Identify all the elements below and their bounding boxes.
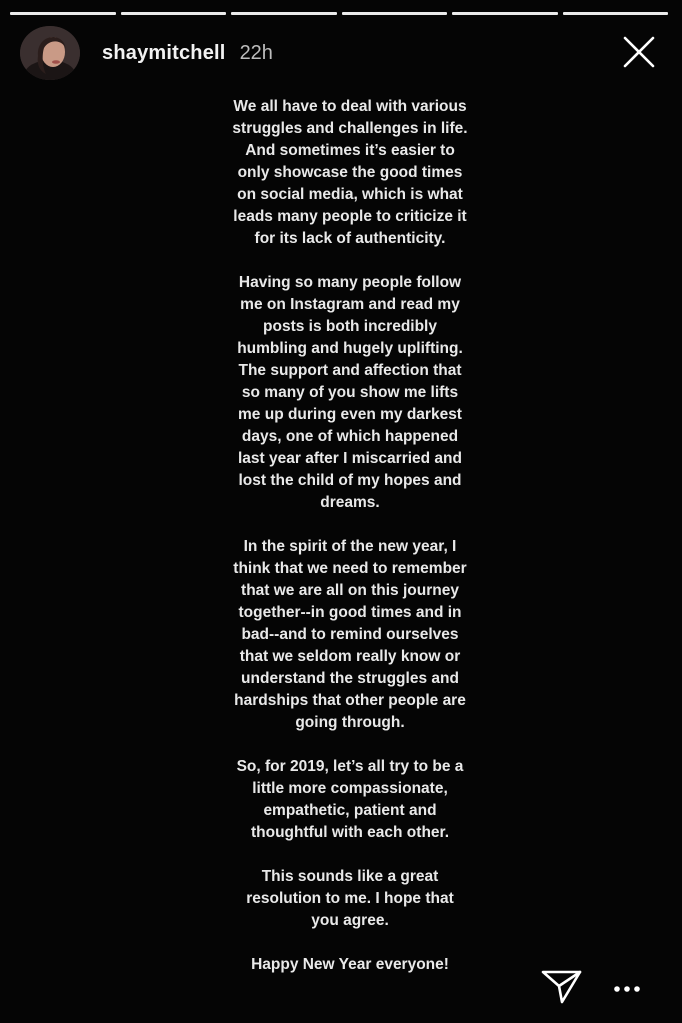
story-line: so many of you show me lifts [241, 384, 459, 401]
story-line: you agree. [311, 912, 389, 929]
username[interactable]: shaymitchell [102, 41, 226, 64]
story-line: on social media, which is what [237, 186, 463, 203]
story-line: In the spirit of the new year, I [243, 538, 457, 555]
story-line: Having so many people follow [238, 274, 462, 291]
story-paragraph [150, 866, 550, 932]
story-line: humbling and hugely uplifting. [237, 340, 463, 357]
story-line: Happy New Year everyone! [251, 956, 449, 973]
send-button[interactable] [540, 966, 584, 1006]
progress-segment [121, 12, 227, 15]
avatar[interactable] [20, 26, 80, 80]
story-line: me on Instagram and read my [240, 296, 460, 313]
post-time: 22h [239, 41, 273, 64]
story-line: only showcase the good times [237, 164, 463, 181]
story-line: lost the child of my hopes and [238, 472, 462, 489]
progress-segment [10, 12, 116, 15]
story-paragraph [150, 272, 550, 514]
story-paragraph [150, 96, 550, 250]
story-line: bad--and to remind ourselves [241, 626, 459, 643]
story-line: resolution to me. I hope that [246, 890, 454, 907]
story-line: posts is both incredibly [263, 318, 437, 335]
story-line: dreams. [320, 494, 380, 511]
story-line: that we seldom really know or [239, 648, 461, 665]
story-line: We all have to deal with various [233, 98, 467, 115]
story-line: empathetic, patient and [263, 802, 437, 819]
progress-segment [452, 12, 558, 15]
story-line: days, one of which happened [241, 428, 459, 445]
send-icon[interactable] [540, 966, 584, 1006]
story-text [150, 96, 550, 998]
story-line: thoughtful with each other. [250, 824, 450, 841]
story-line: that we are all on this journey [241, 582, 459, 599]
more-icon[interactable] [610, 972, 644, 1002]
close-icon[interactable] [622, 35, 656, 69]
story-paragraph [150, 756, 550, 844]
story-line: last year after I miscarried and [237, 450, 462, 467]
progress-segment [231, 12, 337, 15]
progress-segment [342, 12, 448, 15]
story-line: hardships that other people are [234, 692, 466, 709]
story-line: together--in good times and in [238, 604, 462, 621]
close-button[interactable] [622, 35, 656, 69]
progress-segment [563, 12, 669, 15]
story-line: going through. [295, 714, 405, 731]
story-line: me up during even my darkest [238, 406, 462, 423]
story-line: And sometimes it’s easier to [245, 142, 455, 159]
story-header [20, 25, 664, 81]
story-line: for its lack of authenticity. [254, 230, 446, 247]
story-line: think that we need to remember [233, 560, 467, 577]
story-line: little more compassionate, [252, 780, 448, 797]
story-line: So, for 2019, let’s all try to be a [236, 758, 464, 775]
story-line: leads many people to criticize it [233, 208, 467, 225]
story-line: understand the struggles and [241, 670, 459, 687]
more-options-button[interactable] [610, 972, 644, 1002]
story-line: The support and affection that [238, 362, 462, 379]
story-line: struggles and challenges in life. [232, 120, 468, 137]
story-line: This sounds like a great [261, 868, 439, 885]
story-paragraph [150, 536, 550, 734]
story-paragraph [150, 954, 550, 976]
story-progress-bar [10, 12, 668, 15]
